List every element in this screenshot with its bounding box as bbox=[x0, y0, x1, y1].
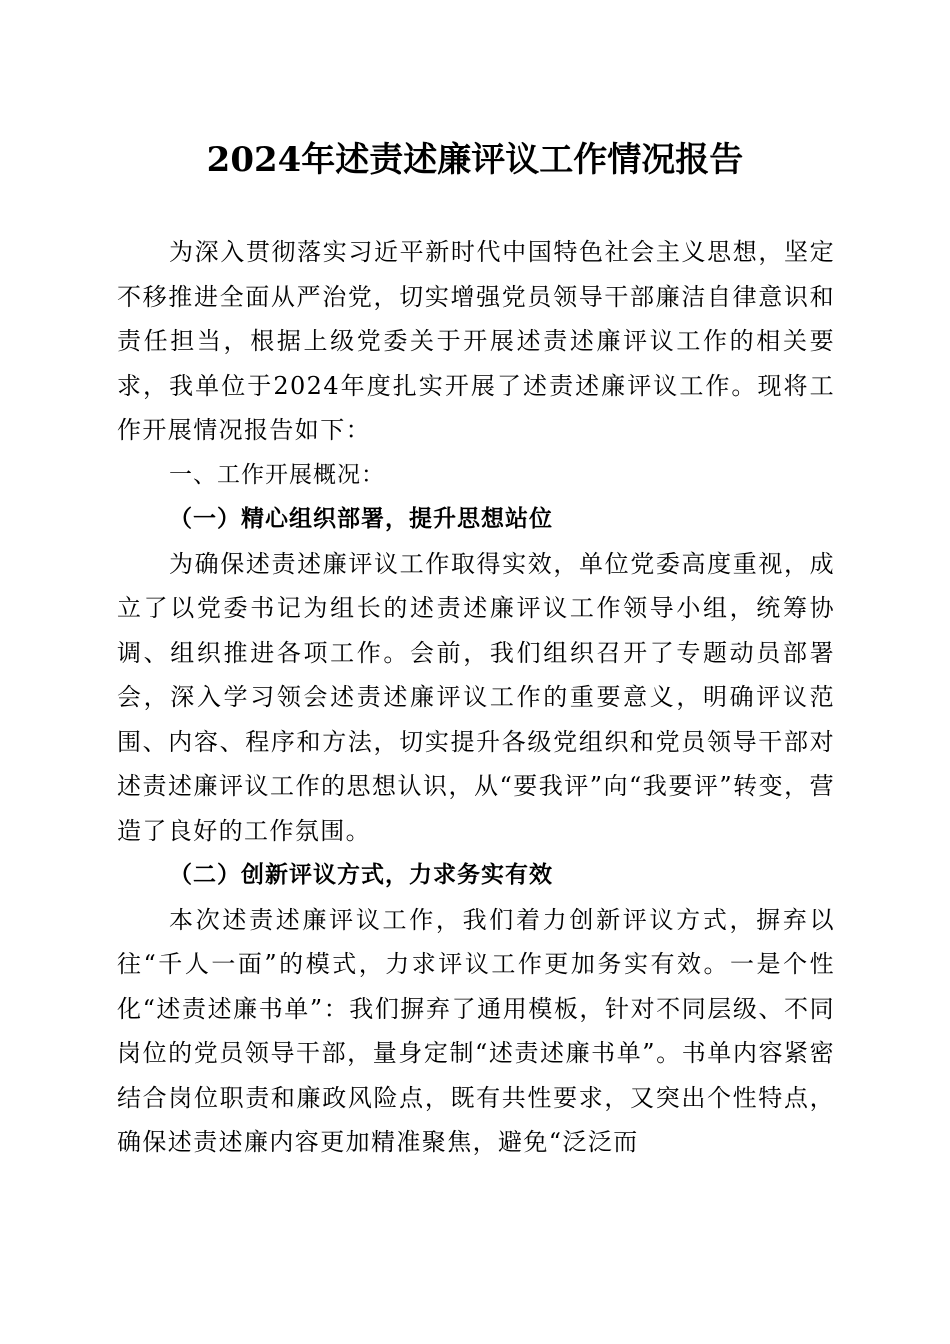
document-title: 2024年述责述廉评议工作情况报告 bbox=[206, 140, 744, 180]
subsection-2-paragraph: 本次述责述廉评议工作，我们着力创新评议方式，摒弃以往“千人一面”的模式，力求评议工作更加务实有效。一是个性化“述责述廉书单”：我们摒弃了通用模板，针对不同层级、不同岗位的党员领导干部，量身定制“述责述廉书单”。书单内容紧密结合岗位职责和廉政风险点，既有共性要求，又突出个性特点，确保述责述廉内容更加精准聚焦，避免“泛泛而 bbox=[117, 905, 835, 1156]
subsection-1-paragraph: 为确保述责述廉评议工作取得实效，单位党委高度重视，成立了以党委书记为组长的述责述廉评议工作领导小组，统筹协调、组织推进各项工作。会前，我们组织召开了专题动员部署会，深入学习领会述责述廉评议工作的重要意义，明确评议范围、内容、程序和方法，切实提升各级党组织和党员领导干部对述责述廉评议工作的思想认识，从“要我评”向“我要评”转变，营造了良好的工作氛围。 bbox=[117, 549, 835, 845]
document-body bbox=[117, 230, 835, 1165]
section-heading-1: 一、工作开展概况： bbox=[169, 461, 385, 488]
intro-paragraph: 为深入贯彻落实习近平新时代中国特色社会主义思想，坚定不移推进全面从严治党，切实增强党员领导干部廉洁自律意识和责任担当，根据上级党委关于开展述责述廉评议工作的相关要求，我单位于2024年度扎实开展了述责述廉评议工作。现将工作开展情况报告如下： bbox=[117, 238, 835, 444]
subsection-heading-1: （一）精心组织部署，提升思想站位 bbox=[169, 505, 553, 532]
subsection-heading-2: （二）创新评议方式，力求务实有效 bbox=[169, 861, 553, 888]
